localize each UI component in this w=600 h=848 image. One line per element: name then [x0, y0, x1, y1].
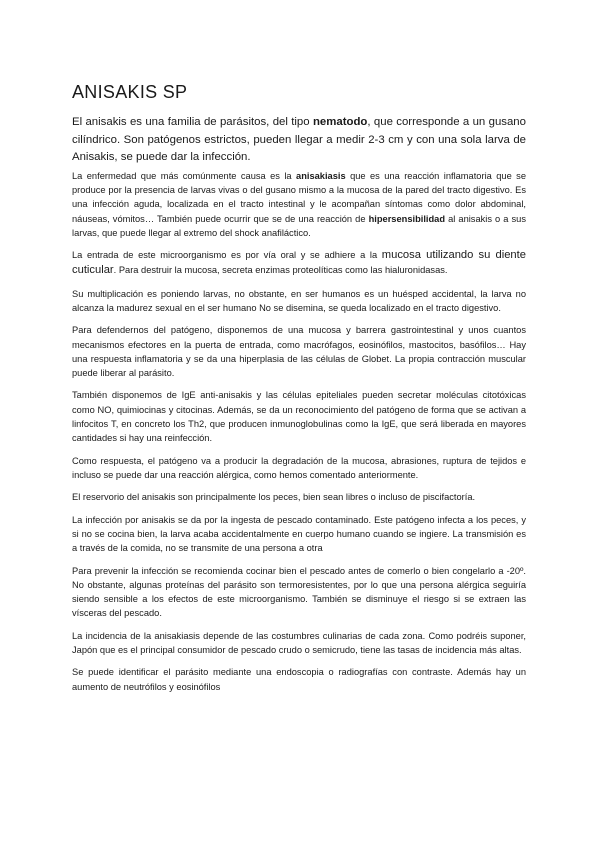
p2-text-2: . Para destruir la mucosa, secreta enzimas proteolíticas como las hialuronidasas. — [113, 265, 448, 276]
paragraph-multiplicacion: Su multiplicación es poniendo larvas, no obstante, en ser humanos es un huésped accidental, la larva no alcanza la madurez sexual en el ser humano No se disemina, se queda localizado en el tracto digestivo. — [72, 288, 526, 313]
p2-text-1: La entrada de este microorganismo es por vía oral y se adhiere a la — [72, 250, 382, 261]
p2-large-text: mucosa utilizando su diente cuticular — [72, 249, 526, 277]
paragraph-reservorio: El reservorio del anisakis son principalmente los peces, bien sean libres o incluso de piscifactoría. — [72, 492, 476, 503]
intro-paragraph — [72, 114, 526, 167]
intro-bold-nematodo: nematodo — [312, 116, 368, 128]
paragraph-ige: También disponemos de IgE anti-anisakis y las células epiteliales pueden secretar moléculas citotóxicas como NO, quimiocinas y citocinas. Además, se da un reconocimiento del patógeno de forma que se activan a linfocitos T, en concreto los Th2, que producen inmunoglobulinas como la IgE, que será liberada en mayores cantidades si hay una reinfección. — [72, 390, 526, 444]
paragraph-prevencion: Para prevenir la infección se recomienda cocinar bien el pescado antes de comerlo o bien congelarlo a -20º. No obstante, algunas proteínas del parásito son termoresistentes, por lo que una persona alérgica seguiría siendo sensible a los efectos de este microorganismo. También se disminuye el riesgo si se extraen las vísceras del pescado. — [72, 565, 526, 619]
paragraph-transmision: La infección por anisakis se da por la ingesta de pescado contaminado. Este patógeno infecta a los peces, y si no se cocina bien, la larva acaba accidentalmente en cuerpo humano cuando se ingiere. La transmisión es a través de la comida, no se transmite de una persona a otra — [72, 514, 526, 554]
paragraph-diagnostico: Se puede identificar el parásito mediante una endoscopia o radiografías con contraste. Además hay un aumento de neutrófilos y eosinófilos — [72, 667, 526, 692]
p1-bold-hipersensibilidad: hipersensibilidad — [368, 213, 446, 224]
p1-bold-anisakiasis: anisakiasis — [296, 171, 346, 181]
paragraph-defensa: Para defendernos del patógeno, disponemos de una mucosa y barrera gastrointestinal y unos cuantos mecanismos efectores en la puerta de entrada, como macrófagos, eosinófilos, mastocitos, basófilos… Hay una respuesta inflamatoria y se da una hiperplasia de las células de Globet. La propia contracción muscular puede liberar al parásito. — [72, 325, 526, 378]
paragraph-respuesta: Como respuesta, el patógeno va a producir la degradación de la mucosa, abrasiones, ruptura de tejidos e incluso se puede dar una reacción alérgica, como hemos comentado anteriormente. — [72, 455, 526, 480]
p1-text-3: al anisakis o a sus larvas, que puede llegar al extremo del shock anafiláctico. — [72, 213, 526, 238]
p1-text-2: que es una reacción inflamatoria que se produce por la presencia de larvas vivas o del gusano mismo a la mucosa de la pared del tracto digestivo. Es una infección aguda, localizada en el tracto intestinal y le acompañan síntomas como dolor abdominal, náuseas, vómitos… También puede ocurrir que se de una reacción de — [72, 171, 526, 224]
paragraph-incidencia: La incidencia de la anisakiasis depende de las costumbres culinarias de cada zona. Como podréis suponer, Japón que es el principal consumidor de pescado crudo o semicrudo, tiene las tasas de incidencia más altas. — [72, 630, 526, 655]
intro-text-2: , que corresponde a un gusano cilíndrico. Son patógenos estrictos, pueden llegar a medir 2-3 cm y con una sola larva de Anisakis, se puede dar la infección. — [72, 116, 526, 163]
document-title: ANISAKIS SP — [72, 82, 188, 102]
paragraph-entrada — [72, 248, 526, 278]
p1-text-1: La enfermedad que más comúnmente causa es la — [72, 171, 297, 181]
document-body — [72, 169, 526, 702]
intro-text-1: El anisakis es una familia de parásitos, del tipo — [72, 116, 313, 128]
paragraph-anisakiasis — [72, 169, 526, 240]
